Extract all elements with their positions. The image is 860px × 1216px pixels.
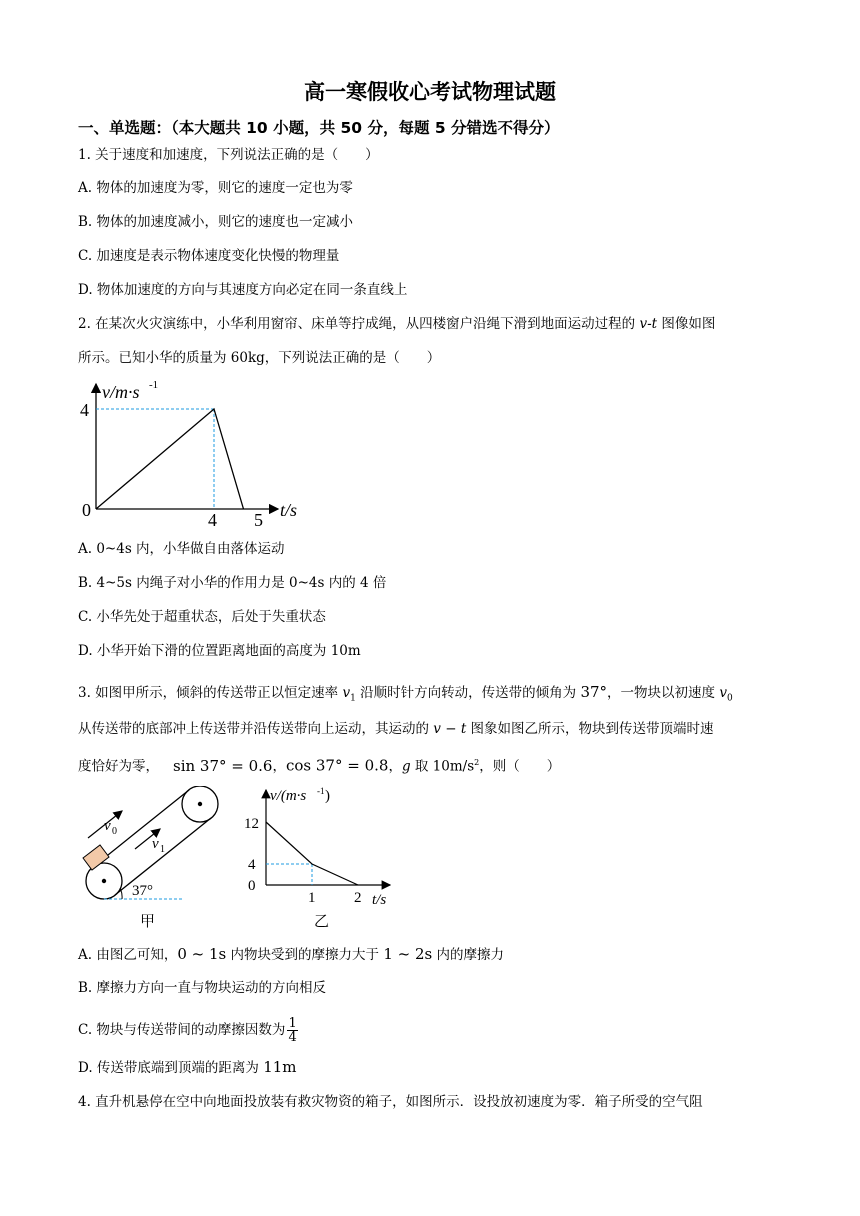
- q3-fig-conveyor: [80, 786, 240, 936]
- q1-option-d: D. 物体加速度的方向与其速度方向必定在同一条直线上: [78, 282, 408, 298]
- q3-stem-line1: 3. 如图甲所示，倾斜的传送带正以恒定速率 $v_1$ 沿顺时针方向转动，传送带的倾角为 37°，一物块以初速度 $v_0$: [78, 683, 733, 704]
- x-tick-5: 5: [254, 510, 263, 528]
- fig-caption-jia: 甲: [140, 914, 156, 930]
- q1-option-c: C. 加速度是表示物体速度变化快慢的物理量: [78, 248, 340, 264]
- v1-label-sub: 1: [160, 844, 165, 855]
- y-axis-label-sup: -1: [149, 379, 159, 391]
- top-pulley-axle: [198, 802, 202, 806]
- q2-option-d: D. 小华开始下滑的位置距离地面的高度为 10m: [78, 643, 361, 659]
- belt-bottom: [115, 818, 211, 895]
- section-heading: 一、单选题：（本大题共 10 小题，共 50 分，每题 5 分错选不得分）: [78, 119, 560, 137]
- q4-stem: 4. 直升机悬停在空中向地面投放装有救灾物资的箱子，如图所示．设投放初速度为零．箱子所受的空气阻: [78, 1094, 703, 1110]
- q1-option-b: B. 物体的加速度减小，则它的速度也一定减小: [78, 214, 354, 230]
- vt-line: [96, 409, 244, 509]
- q1-stem: 1. 关于速度和加速度，下列说法正确的是（ ）: [78, 147, 379, 163]
- y-axis-label: v/(m·s: [270, 788, 307, 804]
- q2-option-b: B. 4~5s 内绳子对小华的作用力是 0~4s 内的 4 倍: [78, 575, 387, 591]
- y-tick-12: 12: [244, 816, 259, 832]
- origin-label: 0: [248, 878, 256, 894]
- x-tick-2: 2: [354, 890, 362, 906]
- y-tick-4: 4: [80, 400, 89, 420]
- bottom-pulley-axle: [102, 879, 106, 883]
- y-axis-label-sup: -1: [317, 786, 325, 796]
- v1-label: v: [152, 836, 159, 852]
- angle-label: 37°: [132, 883, 153, 899]
- y-axis-label-end: ): [325, 788, 330, 804]
- q2-stem-line1: 2. 在某次火灾演练中，小华利用窗帘、床单等拧成绳，从四楼窗户沿绳下滑到地面运动过程的 v-t 图像如图: [78, 316, 716, 332]
- q2-option-a: A. 0~4s 内，小华做自由落体运动: [78, 541, 285, 557]
- page-title: 高一寒假收心考试物理试题: [304, 80, 556, 104]
- block: [83, 845, 109, 870]
- v0-label-sub: 0: [112, 826, 117, 837]
- y-axis-label: v/m·s: [102, 382, 140, 402]
- q3-option-c: C. 物块与传送带间的动摩擦因数为 $\frac{1}{4}$: [78, 1016, 297, 1045]
- q3-option-a: A. 由图乙可知，0 ~ 1s 内物块受到的摩擦力大于 1 ~ 2s 内的摩擦力: [78, 945, 505, 963]
- fraction: $\frac{1}{4}$: [288, 1016, 297, 1045]
- v0-label: v: [104, 818, 111, 834]
- q2-option-c: C. 小华先处于超重状态，后处于失重状态: [78, 609, 326, 625]
- q1-option-a: A. 物体的加速度为零，则它的速度一定也为零: [78, 180, 353, 196]
- q3-stem-line2: 从传送带的底部冲上传送带并沿传送带向上运动，其运动的 v − t 图象如图乙所示，物块到传送带顶端时速: [78, 721, 714, 737]
- fig-caption-yi: 乙: [314, 914, 330, 930]
- q3-option-b: B. 摩擦力方向一直与物块运动的方向相反: [78, 980, 327, 996]
- q2-vt-graph: [78, 376, 318, 532]
- x-axis-label: t/s: [280, 500, 298, 520]
- q3-fig-vt-graph: [244, 786, 404, 936]
- q3-stem-line3: 度恰好为零， sin 37° = 0.6，cos 37° = 0.8，g 取 $10m/s^2$，则（ ）: [78, 756, 561, 775]
- q3-option-d: D. 传送带底端到顶端的距离为 11m: [78, 1058, 297, 1076]
- y-tick-4: 4: [248, 857, 256, 873]
- x-tick-1: 1: [308, 890, 316, 906]
- x-tick-4: 4: [208, 510, 217, 528]
- q2-stem-line2: 所示。已知小华的质量为 60kg，下列说法正确的是（ ）: [78, 350, 441, 366]
- origin-label: 0: [82, 500, 91, 520]
- x-axis-label: t/s: [372, 892, 387, 908]
